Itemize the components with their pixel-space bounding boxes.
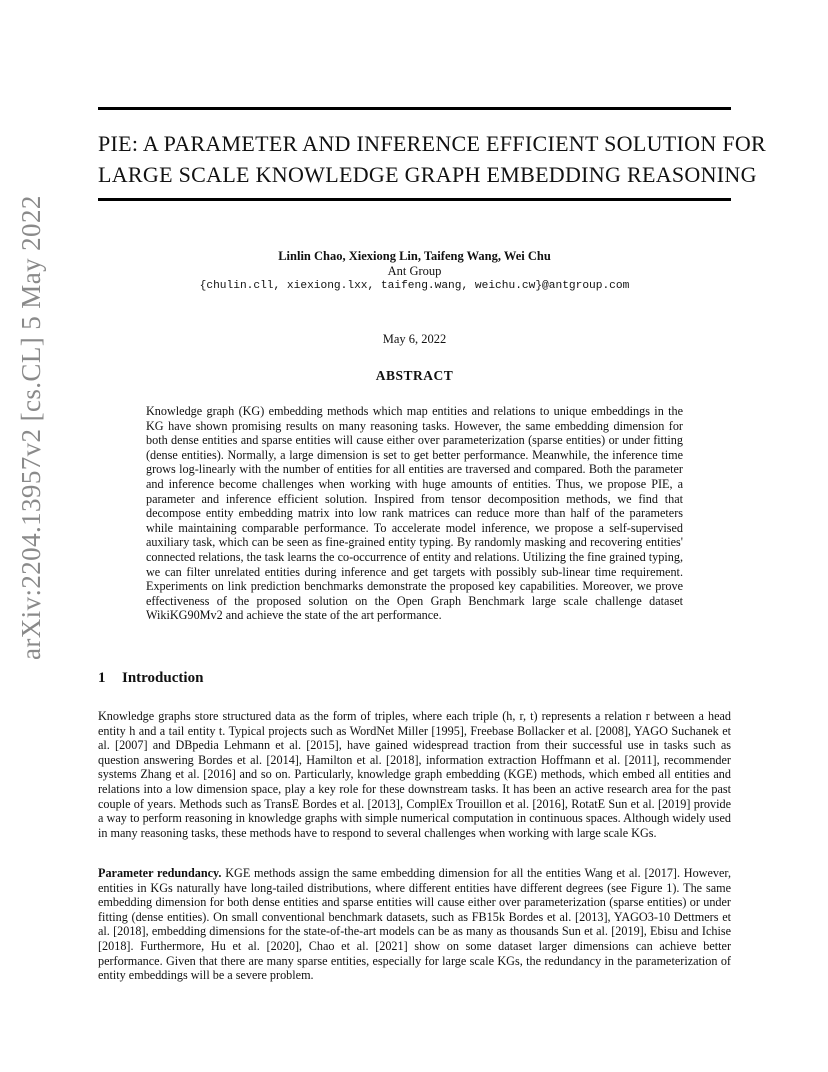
section-title: Introduction [122,670,204,686]
section-heading [98,670,203,687]
affiliation: Ant Group [387,264,442,278]
author-names: Linlin Chao, Xiexiong Lin, Taifeng Wang, Wei Chu [278,249,551,263]
abstract-heading: ABSTRACT [375,368,454,383]
author-block [98,249,731,294]
intro-paragraph-1: Knowledge graphs store structured data as the form of triples, where each triple (h, r, t) represents a relation r between a head entity h and a tail entity t. Typical projects such as WordNet Miller [1995], Freebase Bollacker et al. [2008], YAGO Suchanek et al. [2007] and DBpedia Lehmann et al. [2015], have gained widespread traction from their successful use in tasks such as question answering Bordes et al. [2014], Hamilton et al. [2018], information extraction Hoffmann et al. [2011], recommender systems Zhang et al. [2016] and so on. Particularly, knowledge graph embedding (KGE) methods, which embed all entities and relations into a low dimension space, play a key role for these downstream tasks. It has been an active research area for the past couple of years. Methods such as TransE Bordes et al. [2013], ComplEx Trouillon et al. [2016], RotatE Sun et al. [2019] provide a way to perform reasoning in knowledge graphs with simple numerical computation in continuous spaces. Although widely used in many reasoning tasks, these methods have to respond to several challenges when working with large scale KGs. [98,709,731,840]
bottom-rule [98,198,731,201]
paragraph-lead: Parameter redundancy. [98,866,222,880]
paragraph-body: KGE methods assign the same embedding dimension for all the entities Wang et al. [2017]. However, entities in KGs naturally have long-tailed distributions, where different entities have different degrees (see Figure 1). The same embedding dimension for both dense entities and sparse entities will cause either over parameterization (sparse entities) or under fitting (dense entities). On small conventional benchmark datasets, such as FB15k Bordes et al. [2013], YAGO3-10 Dettmers et al. [2018], embedding dimensions for the state-of-the-art models can be as many as thousands Sun et al. [2019], Ebisu and Ichise [2018]. Furthermore, Hu et al. [2020], Chao et al. [2021] show on some dataset larger dimensions can achieve better performance. Given that there are many sparse entities, especially for large scale KGs, the redundancy in the parameterization of entity embeddings will be a severe problem. [98,866,731,983]
abstract-text: Knowledge graph (KG) embedding methods which map entities and relations to unique embeddings in the KG have shown promising results on many reasoning tasks. However, the same embedding dimension for both dense entities and sparse entities will cause either over parameterization (sparse entities) or under fitting (dense entities). Normally, a large dimension is set to get better performance. Meanwhile, the inference time grows log-linearly with the number of entities for all entities are traversed and compared. Both the parameter and inference become challenges when working with huge amounts of entities. Thus, we propose PIE, a parameter and inference efficient solution. Inspired from tensor decomposition methods, we find that decompose entity embedding matrix into low rank matrices can reduce more than half of the parameters while maintaining comparable performance. To accelerate model inference, we propose a self-supervised auxiliary task, which can be seen as fine-grained entity typing. By randomly masking and recovering entities' connected relations, the task learns the co-occurrence of entity and relations. Utilizing the fine grained typing, we can filter unrelated entities during inference and get targets with possibly sub-linear time requirement. Experiments on link prediction benchmarks demonstrate the proposed key capabilities. Moreover, we prove effectiveness of the proposed solution on the Open Graph Benchmark large scale challenge dataset WikiKG90Mv2 and achieve the state of the art performance. [146,404,683,623]
top-rule [98,107,731,110]
section-number: 1 [98,670,106,686]
arxiv-identifier: arXiv:2204.13957v2 [cs.CL] 5 May 2022 [16,195,46,660]
intro-paragraph-2 [98,866,731,983]
author-emails: {chulin.cll, xiexiong.lxx, taifeng.wang, weichu.cw}@antgroup.com [199,280,630,292]
paper-date: May 6, 2022 [382,332,447,346]
title-line-2: LARGE SCALE KNOWLEDGE GRAPH EMBEDDING REASONING [98,162,757,187]
paper-title [98,128,767,190]
title-line-1: PIE: A PARAMETER AND INFERENCE EFFICIENT SOLUTION FOR [98,131,767,156]
